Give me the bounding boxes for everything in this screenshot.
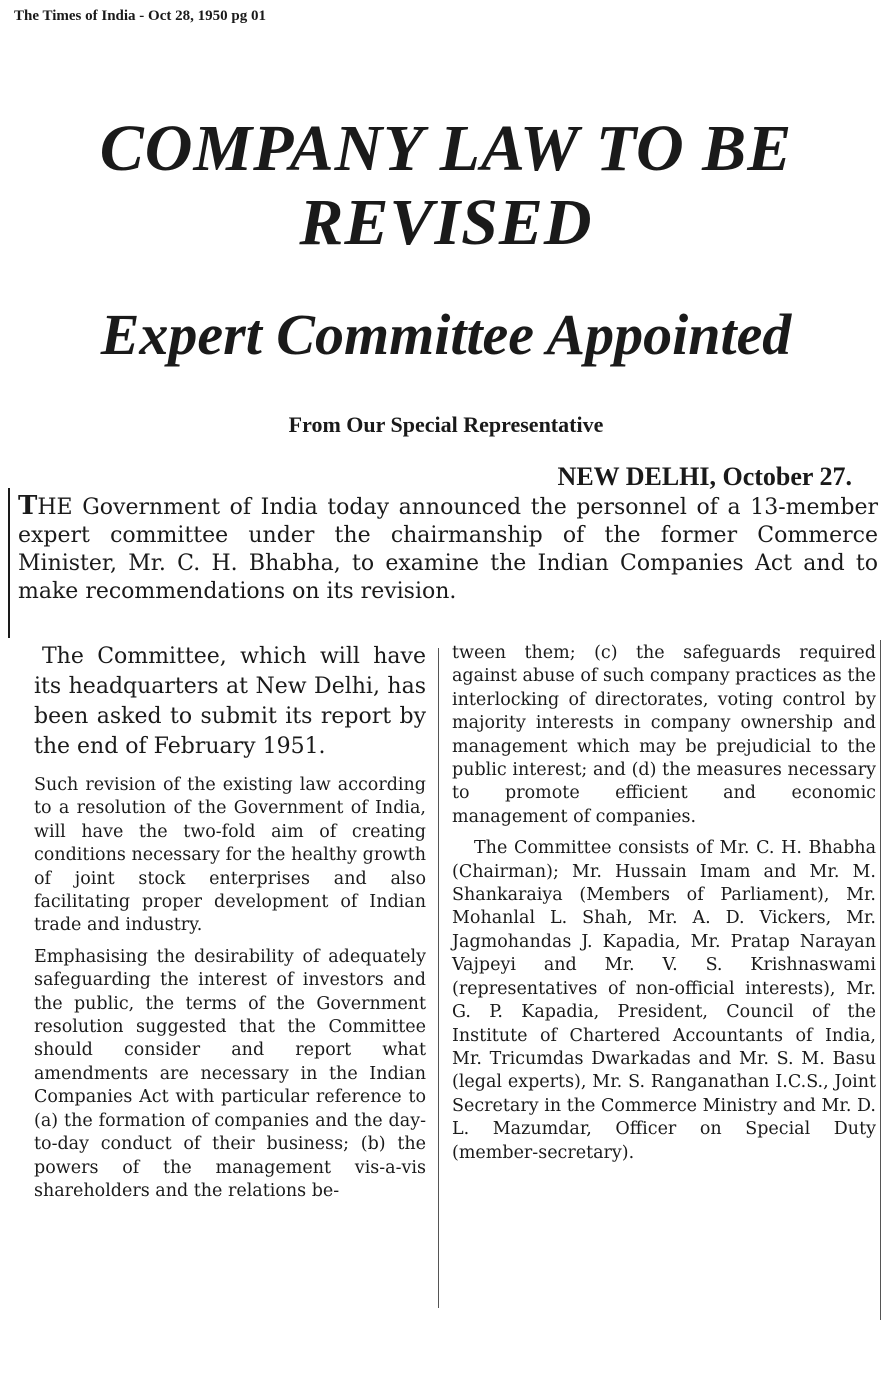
left-column (34, 642, 426, 1211)
article-paragraph: The Committee, which will have its headquarters at New Delhi, has been asked to submit its report by the end of February 1951. (34, 644, 426, 759)
column-divider (438, 648, 439, 1308)
lead-dropcap: T (18, 491, 38, 521)
byline: From Our Special Representative (288, 412, 604, 437)
headline (0, 112, 892, 260)
subheadline: Expert Committee Appointed (100, 302, 792, 367)
page-source-label: The Times of India - Oct 28, 1950 pg 01 (14, 8, 266, 24)
dateline: NEW DELHI, October 27. (557, 462, 852, 491)
lead-paragraph (18, 492, 878, 606)
article-paragraph: Such revision of the existing law according to a resolution of the Government of India, will have the two-fold aim of creating conditions necessary for the healthy growth of joint stock enterprises and also facilitating proper development of Indian trade and industry. (34, 775, 426, 936)
article-paragraph: The Committee consists of Mr. C. H. Bhabha (Chairman); Mr. Hussain Imam and Mr. M. Shankaraiya (Members of Parliament), Mr. Mohanlal L. Shah, Mr. A. D. Vickers, Mr. Jagmohandas J. Kapadia, Mr. Pratap Narayan Vajpeyi and Mr. V. S. Krishnaswami (representatives of non-official interests), Mr. G. P. Kapadia, President, Council of the Institute of Chartered Accountants of India, Mr. Tricumdas Dwarkadas and Mr. S. M. Basu (legal experts), Mr. S. Ranganathan I.C.S., Joint Secretary in the Commerce Ministry and Mr. D. L. Mazumdar, Officer on Special Duty (member-secretary). (452, 838, 876, 1163)
article-paragraph: Emphasising the desirability of adequately safeguarding the interest of investors and the public, the terms of the Government resolution suggested that the Committee should consider and report what amendments are necessary in the Indian Companies Act with particular reference to (a) the formation of companies and the day-to-day conduct of their business; (b) the powers of the management vis-a-vis shareholders and the relations be- (34, 946, 426, 1201)
lead-margin-rule (8, 488, 10, 638)
right-edge-rule (880, 640, 881, 1320)
right-column (452, 642, 876, 1173)
headline-line-1: COMPANY LAW TO BE (99, 112, 793, 185)
headline-line-2: REVISED (299, 186, 593, 259)
lead-text: HE Government of India today announced the personnel of a 13-member expert committee under the chairmanship of the former Commerce Minister, Mr. C. H. Bhabha, to examine the Indian Companies Act and to make recommendations on its revision. (18, 495, 878, 604)
article-paragraph: tween them; (c) the safeguards required against abuse of such company practices as the interlocking of directorates, voting control by majority interests in company ownership and management which may be prejudicial to the public interest; and (d) the measures necessary to promote efficient and economic management of companies. (452, 643, 876, 827)
